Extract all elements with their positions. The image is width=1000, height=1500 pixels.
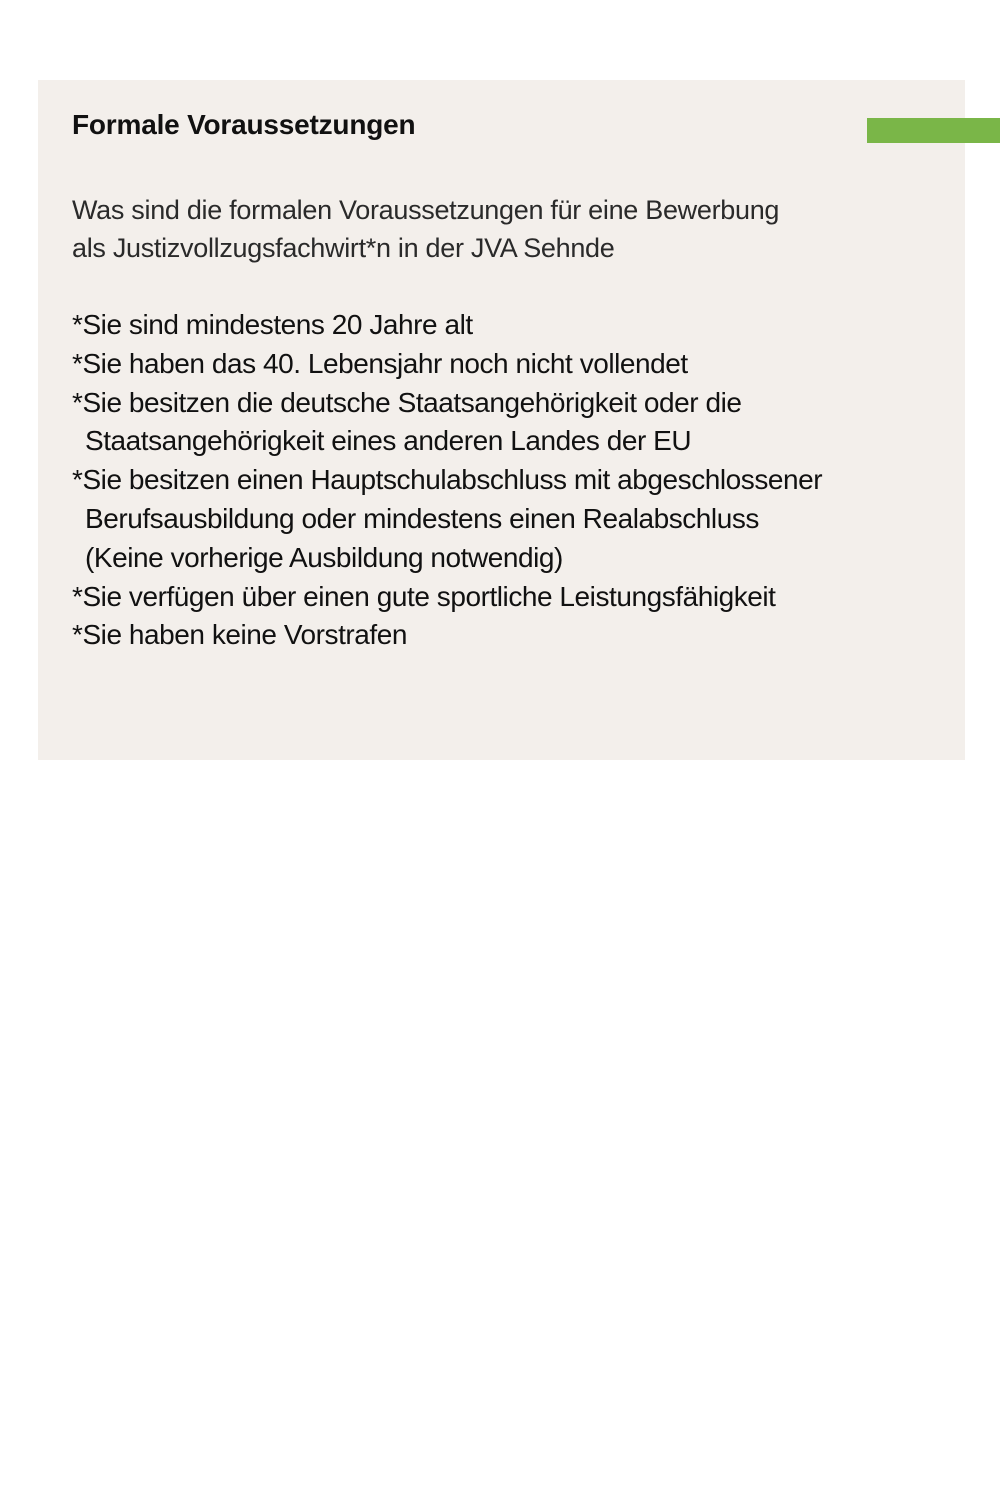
- requirement-line: *Sie haben keine Vorstrafen: [72, 619, 407, 651]
- requirement-item: [72, 306, 822, 345]
- accent-bar: [867, 118, 1000, 143]
- intro-line: Was sind die formalen Voraussetzungen für eine Bewerbung: [72, 195, 780, 225]
- requirement-line: *Sie haben das 40. Lebensjahr noch nicht vollendet: [72, 347, 688, 379]
- intro-line: als Justizvollzugsfachwirt*n in der JVA Sehnde: [72, 233, 615, 263]
- requirement-line: *Sie sind mindestens 20 Jahre alt: [72, 309, 473, 340]
- requirement-item: [72, 578, 822, 617]
- intro-text: [72, 191, 779, 267]
- requirement-line: *Sie besitzen einen Hauptschulabschluss mit abgeschlossener: [72, 464, 823, 496]
- requirement-item: [72, 345, 822, 384]
- requirement-line: Staatsangehörigkeit eines anderen Landes der EU: [85, 425, 692, 457]
- requirement-line: *Sie verfügen über einen gute sportliche Leistungsfähigkeit: [72, 580, 776, 612]
- requirement-item: [72, 384, 822, 462]
- section-title: Formale Voraussetzungen: [72, 109, 416, 140]
- requirement-line: Berufsausbildung oder mindestens einen Realabschluss: [85, 502, 759, 534]
- requirement-item: [72, 461, 822, 577]
- requirement-line: (Keine vorherige Ausbildung notwendig): [85, 541, 563, 573]
- requirements-list: [72, 306, 822, 655]
- requirement-item: [72, 616, 822, 655]
- requirement-line: *Sie besitzen die deutsche Staatsangehörigkeit oder die: [72, 386, 742, 418]
